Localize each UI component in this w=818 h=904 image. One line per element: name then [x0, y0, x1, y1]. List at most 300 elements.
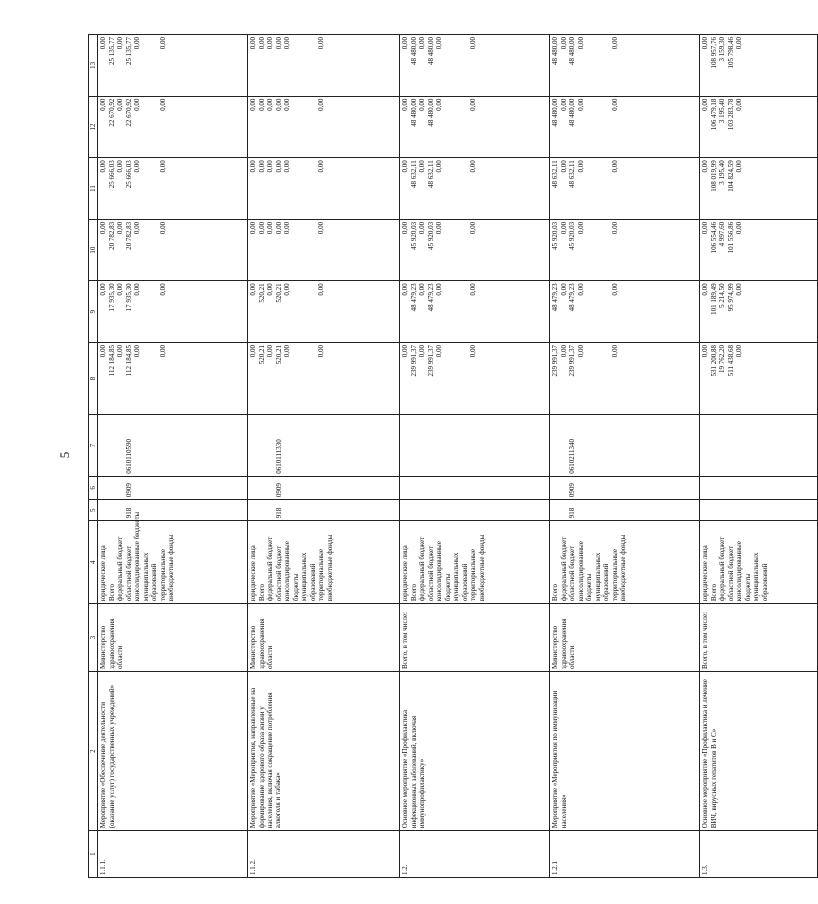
- col-header-1: 1: [89, 831, 98, 878]
- row-value-v13: [700, 35, 818, 97]
- value-cell: 0,00: [116, 160, 125, 173]
- table-row: [98, 35, 248, 878]
- value-cell: 0,00: [99, 221, 108, 235]
- value-cell: 0,00: [257, 37, 266, 50]
- source-line: бюджеты: [585, 573, 594, 602]
- value-cell: [309, 283, 318, 340]
- row-value-v13: [400, 35, 550, 97]
- row-number: 1.1.2.: [248, 831, 400, 878]
- value-cell: 106 479,18: [709, 98, 718, 131]
- row-code-grbs: [98, 500, 248, 521]
- value-cell: 0,00: [283, 344, 292, 358]
- spacer: [249, 479, 258, 497]
- value-cell: [752, 283, 761, 340]
- value-cell: 112 184,85: [107, 344, 116, 377]
- value-cell: [585, 160, 594, 217]
- spacer: [266, 417, 275, 474]
- value-cell: [292, 222, 301, 279]
- value-cell: 0,00: [435, 344, 444, 358]
- value-cell: [300, 37, 309, 94]
- value-cell: 0,00: [283, 98, 292, 111]
- col-header-3: 3: [89, 604, 98, 672]
- code-value: 918: [274, 507, 283, 519]
- value-cell: 0,00: [469, 344, 478, 358]
- value-cell: 0,00: [435, 221, 444, 235]
- value-cell: [585, 99, 594, 156]
- col-header-10: 10: [89, 219, 98, 281]
- value-cell: 0,00: [133, 160, 142, 173]
- value-cell: 45 920,03: [426, 221, 435, 250]
- row-executor: Всего, в том числе:: [400, 604, 550, 672]
- source-line: муниципальных: [141, 552, 150, 602]
- row-code-csr: [400, 415, 550, 477]
- value-cell: 0,00: [158, 160, 167, 173]
- value-cell: 0,00: [158, 98, 167, 111]
- source-line: образований: [602, 563, 611, 602]
- value-cell: 0,00: [266, 283, 275, 296]
- source-line: Всего: [551, 583, 560, 602]
- value-cell: 0,00: [418, 98, 427, 111]
- value-cell: 0,00: [559, 37, 568, 50]
- value-cell: 0,00: [99, 98, 108, 111]
- value-cell: 520,21: [274, 283, 283, 303]
- value-cell: [167, 283, 176, 340]
- value-cell: 45 920,03: [551, 221, 560, 250]
- value-cell: [619, 345, 628, 412]
- value-cell: [752, 345, 761, 412]
- value-cell: 511 438,68: [726, 344, 735, 377]
- value-cell: 0,00: [469, 160, 478, 173]
- value-cell: [478, 222, 487, 279]
- col-header-12: 12: [89, 96, 98, 158]
- row-value-v9: [400, 281, 550, 343]
- row-name: Мероприятие «Обеспечение деятельности (оказание услуг) государственных учреждений»: [98, 672, 248, 831]
- value-cell: 48 632,11: [551, 160, 560, 188]
- value-cell: 0,00: [158, 37, 167, 50]
- spacer: [258, 502, 267, 518]
- value-cell: 0,00: [99, 283, 108, 296]
- value-cell: [300, 160, 309, 217]
- value-cell: [444, 37, 453, 94]
- row-number: 1.2.: [400, 831, 550, 878]
- value-cell: [444, 160, 453, 217]
- value-cell: 0,00: [418, 221, 427, 235]
- source-line: Всего: [107, 583, 116, 602]
- value-cell: [461, 99, 470, 156]
- row-value-v10: [248, 219, 400, 281]
- value-cell: 0,00: [610, 37, 619, 50]
- value-cell: [150, 99, 159, 156]
- source-line: территориальные: [317, 549, 326, 602]
- value-cell: 0,00: [257, 98, 266, 111]
- value-cell: [619, 283, 628, 340]
- value-cell: 0,00: [735, 344, 744, 358]
- value-cell: 20 782,83: [124, 221, 133, 250]
- value-cell: [142, 283, 151, 340]
- value-cell: 0,00: [559, 98, 568, 111]
- spacer: [249, 417, 258, 474]
- source-line: областной бюджет: [124, 545, 133, 602]
- row-value-v11: [550, 158, 700, 220]
- value-cell: 3 195,40: [718, 98, 727, 124]
- value-cell: 0,00: [266, 160, 275, 173]
- spacer: [560, 502, 569, 518]
- row-name: Мероприятие «Мероприятия по иммунизации населения»: [550, 672, 700, 831]
- value-cell: [585, 222, 594, 279]
- value-cell: 112 184,85: [124, 344, 133, 377]
- value-cell: 0,00: [257, 221, 266, 235]
- value-cell: 0,00: [249, 37, 258, 50]
- col-header-11: 11: [89, 158, 98, 220]
- value-cell: 0,00: [283, 283, 292, 296]
- row-code-csr: [550, 415, 700, 477]
- spacer: [266, 502, 275, 518]
- row-value-v11: [98, 158, 248, 220]
- value-cell: [167, 345, 176, 412]
- value-cell: 0,00: [418, 344, 427, 358]
- value-cell: [619, 37, 628, 94]
- value-cell: 0,00: [116, 221, 125, 235]
- value-cell: [150, 37, 159, 94]
- value-cell: 20 782,83: [107, 221, 116, 250]
- value-cell: [478, 283, 487, 340]
- col-header-9: 9: [89, 281, 98, 343]
- row-name: Основное мероприятие «Профилактика инфекционных заболеваний, включая иммунопрофилактику»: [400, 672, 550, 831]
- value-cell: [594, 37, 603, 94]
- spacer: [99, 417, 108, 474]
- row-value-v12: [700, 96, 818, 158]
- value-cell: [752, 37, 761, 94]
- value-cell: [761, 345, 770, 412]
- value-cell: 0,00: [116, 283, 125, 296]
- value-cell: 108 957,76: [709, 37, 718, 69]
- row-value-v12: [550, 96, 700, 158]
- value-cell: [461, 222, 470, 279]
- row-value-v10: [400, 219, 550, 281]
- value-cell: 0,00: [735, 98, 744, 111]
- spacer: [258, 417, 267, 474]
- value-cell: 101 556,86: [726, 221, 735, 254]
- value-cell: 239 991,37: [551, 344, 560, 377]
- code-value: 0610110590: [124, 438, 133, 474]
- value-cell: [594, 222, 603, 279]
- row-value-v8: [98, 342, 248, 414]
- value-cell: 0,00: [274, 98, 283, 111]
- value-cell: [744, 222, 753, 279]
- source-line: территориальные: [610, 549, 619, 602]
- spacer: [560, 417, 569, 474]
- source-line: образований: [760, 563, 769, 602]
- value-cell: 0,00: [317, 98, 326, 111]
- value-cell: [761, 222, 770, 279]
- row-value-v8: [550, 342, 700, 414]
- spacer: [99, 479, 108, 497]
- value-cell: [585, 345, 594, 412]
- value-cell: 105 798,46: [726, 37, 735, 69]
- value-cell: 101 189,49: [709, 283, 718, 315]
- value-cell: 0,00: [266, 98, 275, 111]
- row-name: Мероприятие «Мероприятия, направленные на формирование здорового образа жизни у населения, включая сокращение потребления алкоголя и табака»: [248, 672, 400, 831]
- value-cell: [594, 99, 603, 156]
- value-cell: 0,00: [701, 344, 710, 358]
- value-cell: 0,00: [401, 37, 410, 50]
- source-line: областной бюджет: [568, 545, 577, 602]
- value-cell: [452, 160, 461, 217]
- value-cell: 0,00: [266, 37, 275, 50]
- row-code-csr: [98, 415, 248, 477]
- value-cell: 48 480,00: [409, 37, 418, 65]
- value-cell: [744, 99, 753, 156]
- row-executor: Министерство здравоохранения области: [248, 604, 400, 672]
- value-cell: 531 200,88: [709, 344, 718, 377]
- source-line: территориальные: [469, 549, 478, 602]
- value-cell: [292, 283, 301, 340]
- value-cell: [602, 37, 611, 94]
- row-code-grbs: [700, 500, 818, 521]
- value-cell: 0,00: [576, 283, 585, 296]
- source-line: внебюджетные фонды: [619, 534, 628, 602]
- value-cell: [150, 160, 159, 217]
- value-cell: 0,00: [559, 344, 568, 358]
- value-cell: [444, 283, 453, 340]
- value-cell: 0,00: [99, 160, 108, 173]
- value-cell: 17 935,30: [124, 283, 133, 312]
- value-cell: [444, 99, 453, 156]
- value-cell: 45 920,03: [568, 221, 577, 250]
- source-line: областной бюджет: [726, 545, 735, 602]
- spacer: [249, 502, 258, 518]
- value-cell: [309, 160, 318, 217]
- value-cell: 0,00: [133, 37, 142, 50]
- value-cell: [150, 283, 159, 340]
- value-cell: [300, 222, 309, 279]
- code-value: 0909: [568, 483, 577, 498]
- source-line: юридические лица: [401, 545, 410, 602]
- value-cell: 0,00: [99, 344, 108, 358]
- value-cell: [602, 160, 611, 217]
- value-cell: 0,00: [249, 283, 258, 296]
- value-cell: [585, 37, 594, 94]
- value-cell: [602, 222, 611, 279]
- value-cell: 17 935,30: [107, 283, 116, 312]
- value-cell: 0,00: [559, 283, 568, 296]
- value-cell: 0,00: [610, 283, 619, 296]
- value-cell: 25 135,77: [124, 37, 133, 65]
- value-cell: 0,00: [610, 160, 619, 173]
- value-cell: 0,00: [317, 160, 326, 173]
- row-value-v10: [98, 219, 248, 281]
- source-line: федеральный бюджет: [559, 536, 568, 602]
- value-cell: 25 666,03: [107, 160, 116, 189]
- source-line: федеральный бюджет: [266, 536, 275, 602]
- code-value: 918: [568, 507, 577, 519]
- value-cell: 106 554,46: [709, 221, 718, 254]
- value-cell: 0,00: [559, 160, 568, 173]
- value-cell: [167, 160, 176, 217]
- value-cell: 108 019,99: [709, 160, 718, 192]
- value-cell: [594, 345, 603, 412]
- value-cell: 3 159,30: [718, 37, 727, 62]
- value-cell: [452, 99, 461, 156]
- value-cell: 0,00: [701, 221, 710, 235]
- row-number: 1.2.1: [550, 831, 700, 878]
- value-cell: [478, 99, 487, 156]
- value-cell: 0,00: [99, 37, 108, 50]
- value-cell: 48 632,11: [568, 160, 577, 188]
- spacer: [108, 417, 117, 474]
- value-cell: 95 974,99: [726, 283, 735, 312]
- value-cell: 0,00: [576, 37, 585, 50]
- value-cell: 0,00: [116, 37, 125, 50]
- value-cell: [309, 37, 318, 94]
- value-cell: [452, 37, 461, 94]
- value-cell: 22 670,92: [124, 98, 133, 127]
- col-header-6: 6: [89, 476, 98, 499]
- source-line: федеральный бюджет: [116, 536, 125, 602]
- code-value: 918: [124, 507, 133, 519]
- budget-table: [88, 34, 818, 878]
- row-code-grbs: [248, 500, 400, 521]
- value-cell: [150, 345, 159, 412]
- value-cell: [326, 283, 335, 340]
- source-line: консолидированные: [283, 541, 292, 602]
- value-cell: 0,00: [735, 37, 744, 50]
- value-cell: 48 479,23: [426, 283, 435, 312]
- col-header-4: 4: [89, 521, 98, 604]
- source-line: муниципальных: [452, 552, 461, 602]
- value-cell: 0,00: [317, 283, 326, 296]
- source-line: территориальные: [158, 549, 167, 602]
- value-cell: [602, 283, 611, 340]
- row-value-v13: [248, 35, 400, 97]
- value-cell: 0,00: [418, 283, 427, 296]
- value-cell: 0,00: [158, 283, 167, 296]
- value-cell: 239 991,37: [409, 344, 418, 377]
- value-cell: [300, 99, 309, 156]
- value-cell: 103 283,78: [726, 98, 735, 131]
- value-cell: 0,00: [559, 221, 568, 235]
- source-line: консолидированные: [435, 541, 444, 602]
- value-cell: [167, 99, 176, 156]
- source-line: консолидированные: [735, 541, 744, 602]
- spacer: [99, 502, 108, 518]
- value-cell: 0,00: [317, 37, 326, 50]
- value-cell: 0,00: [317, 344, 326, 358]
- value-cell: 48 479,23: [551, 283, 560, 312]
- value-cell: [326, 37, 335, 94]
- value-cell: 0,00: [435, 37, 444, 50]
- value-cell: 0,00: [249, 221, 258, 235]
- value-cell: 0,00: [435, 283, 444, 296]
- code-value: 0610111330: [274, 439, 283, 474]
- value-cell: 239 991,37: [568, 344, 577, 377]
- value-cell: 0,00: [576, 98, 585, 111]
- value-cell: [461, 283, 470, 340]
- value-cell: 0,00: [401, 283, 410, 296]
- value-cell: 0,00: [469, 221, 478, 235]
- value-cell: [744, 160, 753, 217]
- column-number-row: [89, 35, 98, 878]
- row-value-v11: [248, 158, 400, 220]
- value-cell: [142, 222, 151, 279]
- spacer: [551, 502, 560, 518]
- value-cell: 239 991,37: [426, 344, 435, 377]
- source-line: областной бюджет: [426, 545, 435, 602]
- value-cell: 48 632,11: [426, 160, 435, 188]
- row-value-v12: [400, 96, 550, 158]
- row-name: Основное мероприятие «Профилактика и лечение ВИЧ, вирусных гепатитов В и С»: [700, 672, 818, 831]
- value-cell: [452, 283, 461, 340]
- value-cell: [444, 222, 453, 279]
- spacer: [108, 479, 117, 497]
- source-line: Всего: [709, 583, 718, 602]
- value-cell: 48 480,00: [551, 98, 560, 127]
- value-cell: 0,00: [274, 221, 283, 235]
- row-code-grbs: [400, 500, 550, 521]
- value-cell: [300, 283, 309, 340]
- value-cell: 48 480,00: [551, 37, 560, 65]
- table-row: [700, 35, 818, 878]
- value-cell: 0,00: [274, 37, 283, 50]
- row-code-csr: [700, 415, 818, 477]
- value-cell: [300, 345, 309, 412]
- value-cell: [619, 160, 628, 217]
- value-cell: [326, 222, 335, 279]
- value-cell: 4 997,60: [718, 221, 727, 247]
- value-cell: [619, 99, 628, 156]
- source-line: муниципальных: [300, 552, 309, 602]
- value-cell: [585, 283, 594, 340]
- value-cell: 3 195,40: [718, 160, 727, 185]
- row-value-v12: [98, 96, 248, 158]
- col-header-2: 2: [89, 672, 98, 831]
- value-cell: [142, 160, 151, 217]
- row-sources: [400, 521, 550, 604]
- value-cell: [461, 160, 470, 217]
- value-cell: 0,00: [701, 283, 710, 296]
- row-number: 1.1.1.: [98, 831, 248, 878]
- spacer: [116, 479, 125, 497]
- table-row: [248, 35, 400, 878]
- spacer: [551, 479, 560, 497]
- value-cell: [142, 345, 151, 412]
- value-cell: 0,00: [735, 221, 744, 235]
- value-cell: 0,00: [249, 160, 258, 173]
- value-cell: 0,00: [435, 98, 444, 111]
- value-cell: [744, 37, 753, 94]
- row-value-v9: [550, 281, 700, 343]
- code-value: 0610211340: [568, 438, 577, 474]
- col-header-8: 8: [89, 342, 98, 414]
- value-cell: 0,00: [266, 221, 275, 235]
- value-cell: 0,00: [274, 160, 283, 173]
- value-cell: 0,00: [283, 160, 292, 173]
- row-value-v11: [400, 158, 550, 220]
- value-cell: [142, 99, 151, 156]
- value-cell: 48 632,11: [409, 160, 418, 188]
- value-cell: [752, 99, 761, 156]
- value-cell: 0,00: [133, 283, 142, 296]
- value-cell: [326, 99, 335, 156]
- value-cell: 0,00: [249, 98, 258, 111]
- value-cell: [452, 222, 461, 279]
- page-number: 5: [57, 451, 72, 459]
- value-cell: 0,00: [283, 221, 292, 235]
- value-cell: 48 479,23: [409, 283, 418, 312]
- row-value-v8: [400, 342, 550, 414]
- value-cell: [478, 345, 487, 412]
- value-cell: 0,00: [158, 221, 167, 235]
